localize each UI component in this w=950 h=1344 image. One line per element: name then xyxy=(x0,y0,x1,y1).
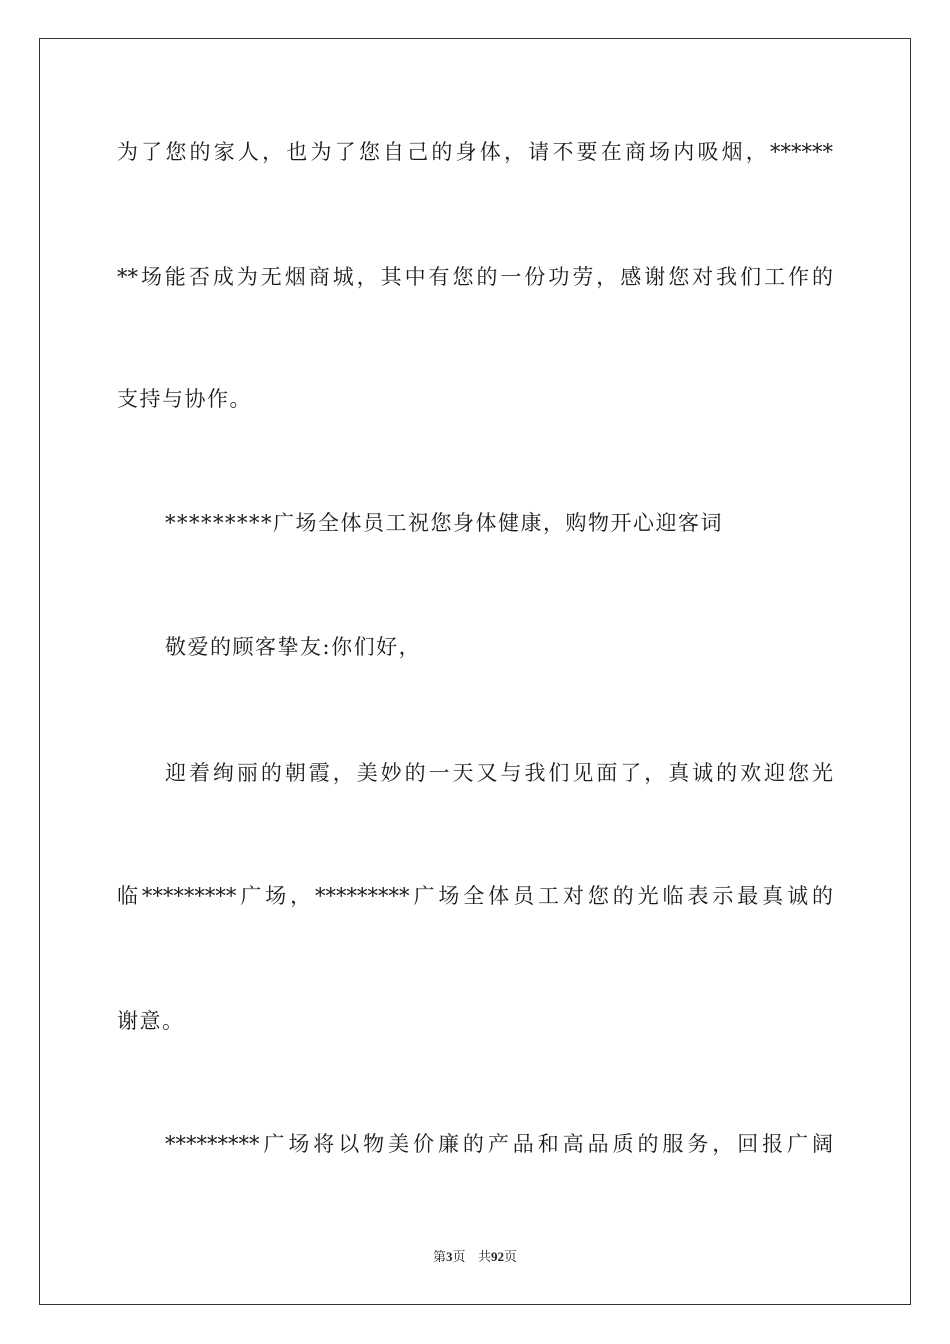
paragraph-line-7: 临*********广场，*********广场全体员工对您的光临表示最真诚的 xyxy=(117,884,833,908)
page-border xyxy=(39,38,911,1305)
page-prefix: 第 xyxy=(433,1250,447,1265)
paragraph-line-3: 支持与协作。 xyxy=(117,387,252,411)
total-suffix: 页 xyxy=(503,1250,517,1265)
total-prefix: 共 xyxy=(477,1250,491,1265)
paragraph-line-9: *********广场将以物美价廉的产品和高品质的服务，回报广阔 xyxy=(165,1132,833,1156)
greeting-line: 敬爱的顾客挚友:你们好， xyxy=(165,635,422,659)
page-suffix: 页 xyxy=(452,1250,466,1265)
page-number: 3 xyxy=(446,1249,453,1264)
paragraph-line-2: **场能否成为无烟商城，其中有您的一份功劳，感谢您对我们工作的 xyxy=(117,265,833,289)
page-footer xyxy=(0,1248,950,1267)
paragraph-line-8: 谢意。 xyxy=(117,1009,185,1033)
total-pages: 92 xyxy=(490,1249,504,1264)
paragraph-line-6: 迎着绚丽的朝霞，美妙的一天又与我们见面了，真诚的欢迎您光 xyxy=(165,761,833,785)
paragraph-line-1: 为了您的家人，也为了您自己的身体，请不要在商场内吸烟，****** xyxy=(117,140,833,164)
paragraph-line-4: *********广场全体员工祝您身体健康，购物开心迎客词 xyxy=(165,511,723,535)
